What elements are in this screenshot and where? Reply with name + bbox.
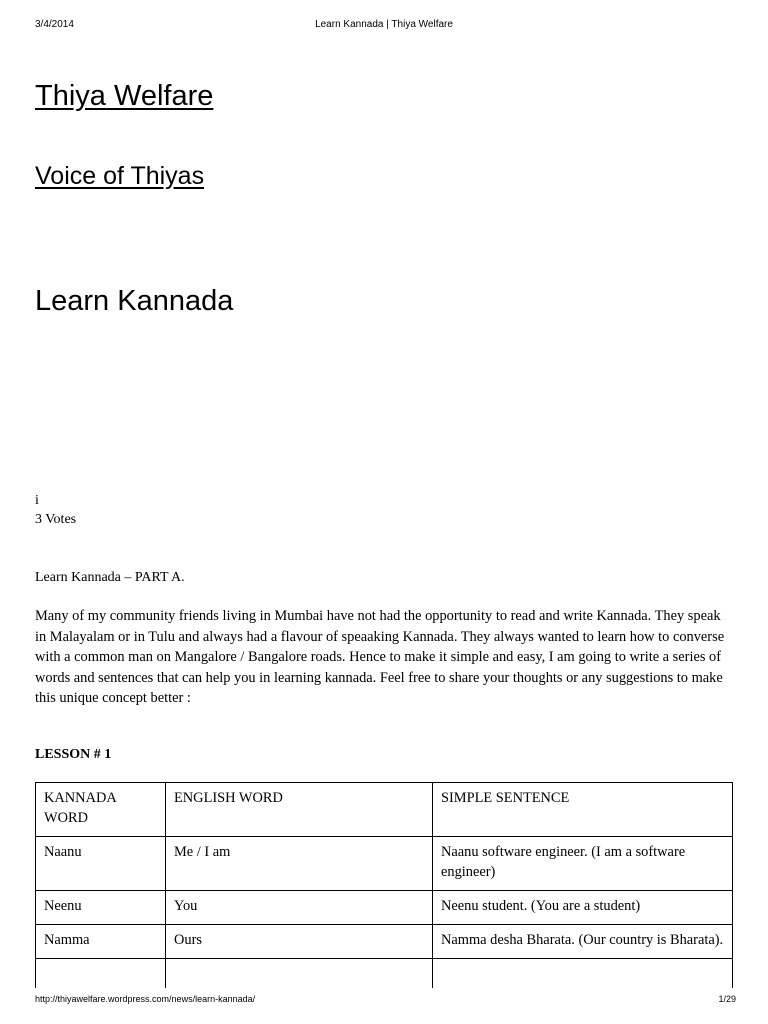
rating-info-marker[interactable]: i	[35, 493, 39, 508]
table-header-english: ENGLISH WORD	[166, 783, 433, 837]
table-cell: Neenu	[36, 891, 166, 925]
table-header-sentence: SIMPLE SENTENCE	[433, 783, 733, 837]
site-tagline-link[interactable]: Voice of Thiyas	[35, 162, 205, 190]
table-cell: Namma	[36, 925, 166, 959]
lesson-table	[35, 782, 733, 994]
site-title-link[interactable]: Thiya Welfare	[35, 80, 214, 112]
table-cell: Neenu student. (You are a student)	[433, 891, 733, 925]
print-page-number: 1/29	[718, 994, 736, 1004]
table-cell: Namma desha Bharata. (Our country is Bharata).	[433, 925, 733, 959]
table-cell: Ours	[166, 925, 433, 959]
print-url: http://thiyawelfare.wordpress.com/news/learn-kannada/	[35, 994, 256, 1004]
intro-paragraph: Many of my community friends living in Mumbai have not had the opportunity to read and write Kannada. They speak in Malayalam or in Tulu and always had a flavour of speaaking Kannada. They always wanted to learn how to converse with a common man on Mangalore / Bangalore roads. Hence to make it simple and easy, I am going to write a series of words and sentences that can help you in learning kannada. Feel free to share your thoughts or any suggestions to make this unique concept better :	[35, 608, 725, 707]
post-title: Learn Kannada	[35, 285, 234, 317]
table-row	[36, 925, 733, 959]
table-header-row	[36, 783, 733, 837]
part-label: Learn Kannada – PART A.	[35, 570, 185, 585]
table-row	[36, 891, 733, 925]
print-date: 3/4/2014	[35, 19, 74, 30]
table-cell: Naanu	[36, 837, 166, 891]
print-page-title: Learn Kannada | Thiya Welfare	[315, 19, 453, 30]
lesson-heading: LESSON # 1	[35, 747, 112, 762]
table-cell: Me / I am	[166, 837, 433, 891]
vote-count: 3 Votes	[35, 512, 77, 527]
table-row	[36, 837, 733, 891]
table-cell: You	[166, 891, 433, 925]
table-cell: Naanu software engineer. (I am a software engineer)	[433, 837, 733, 891]
table-header-kannada: KANNADA WORD	[36, 783, 166, 837]
